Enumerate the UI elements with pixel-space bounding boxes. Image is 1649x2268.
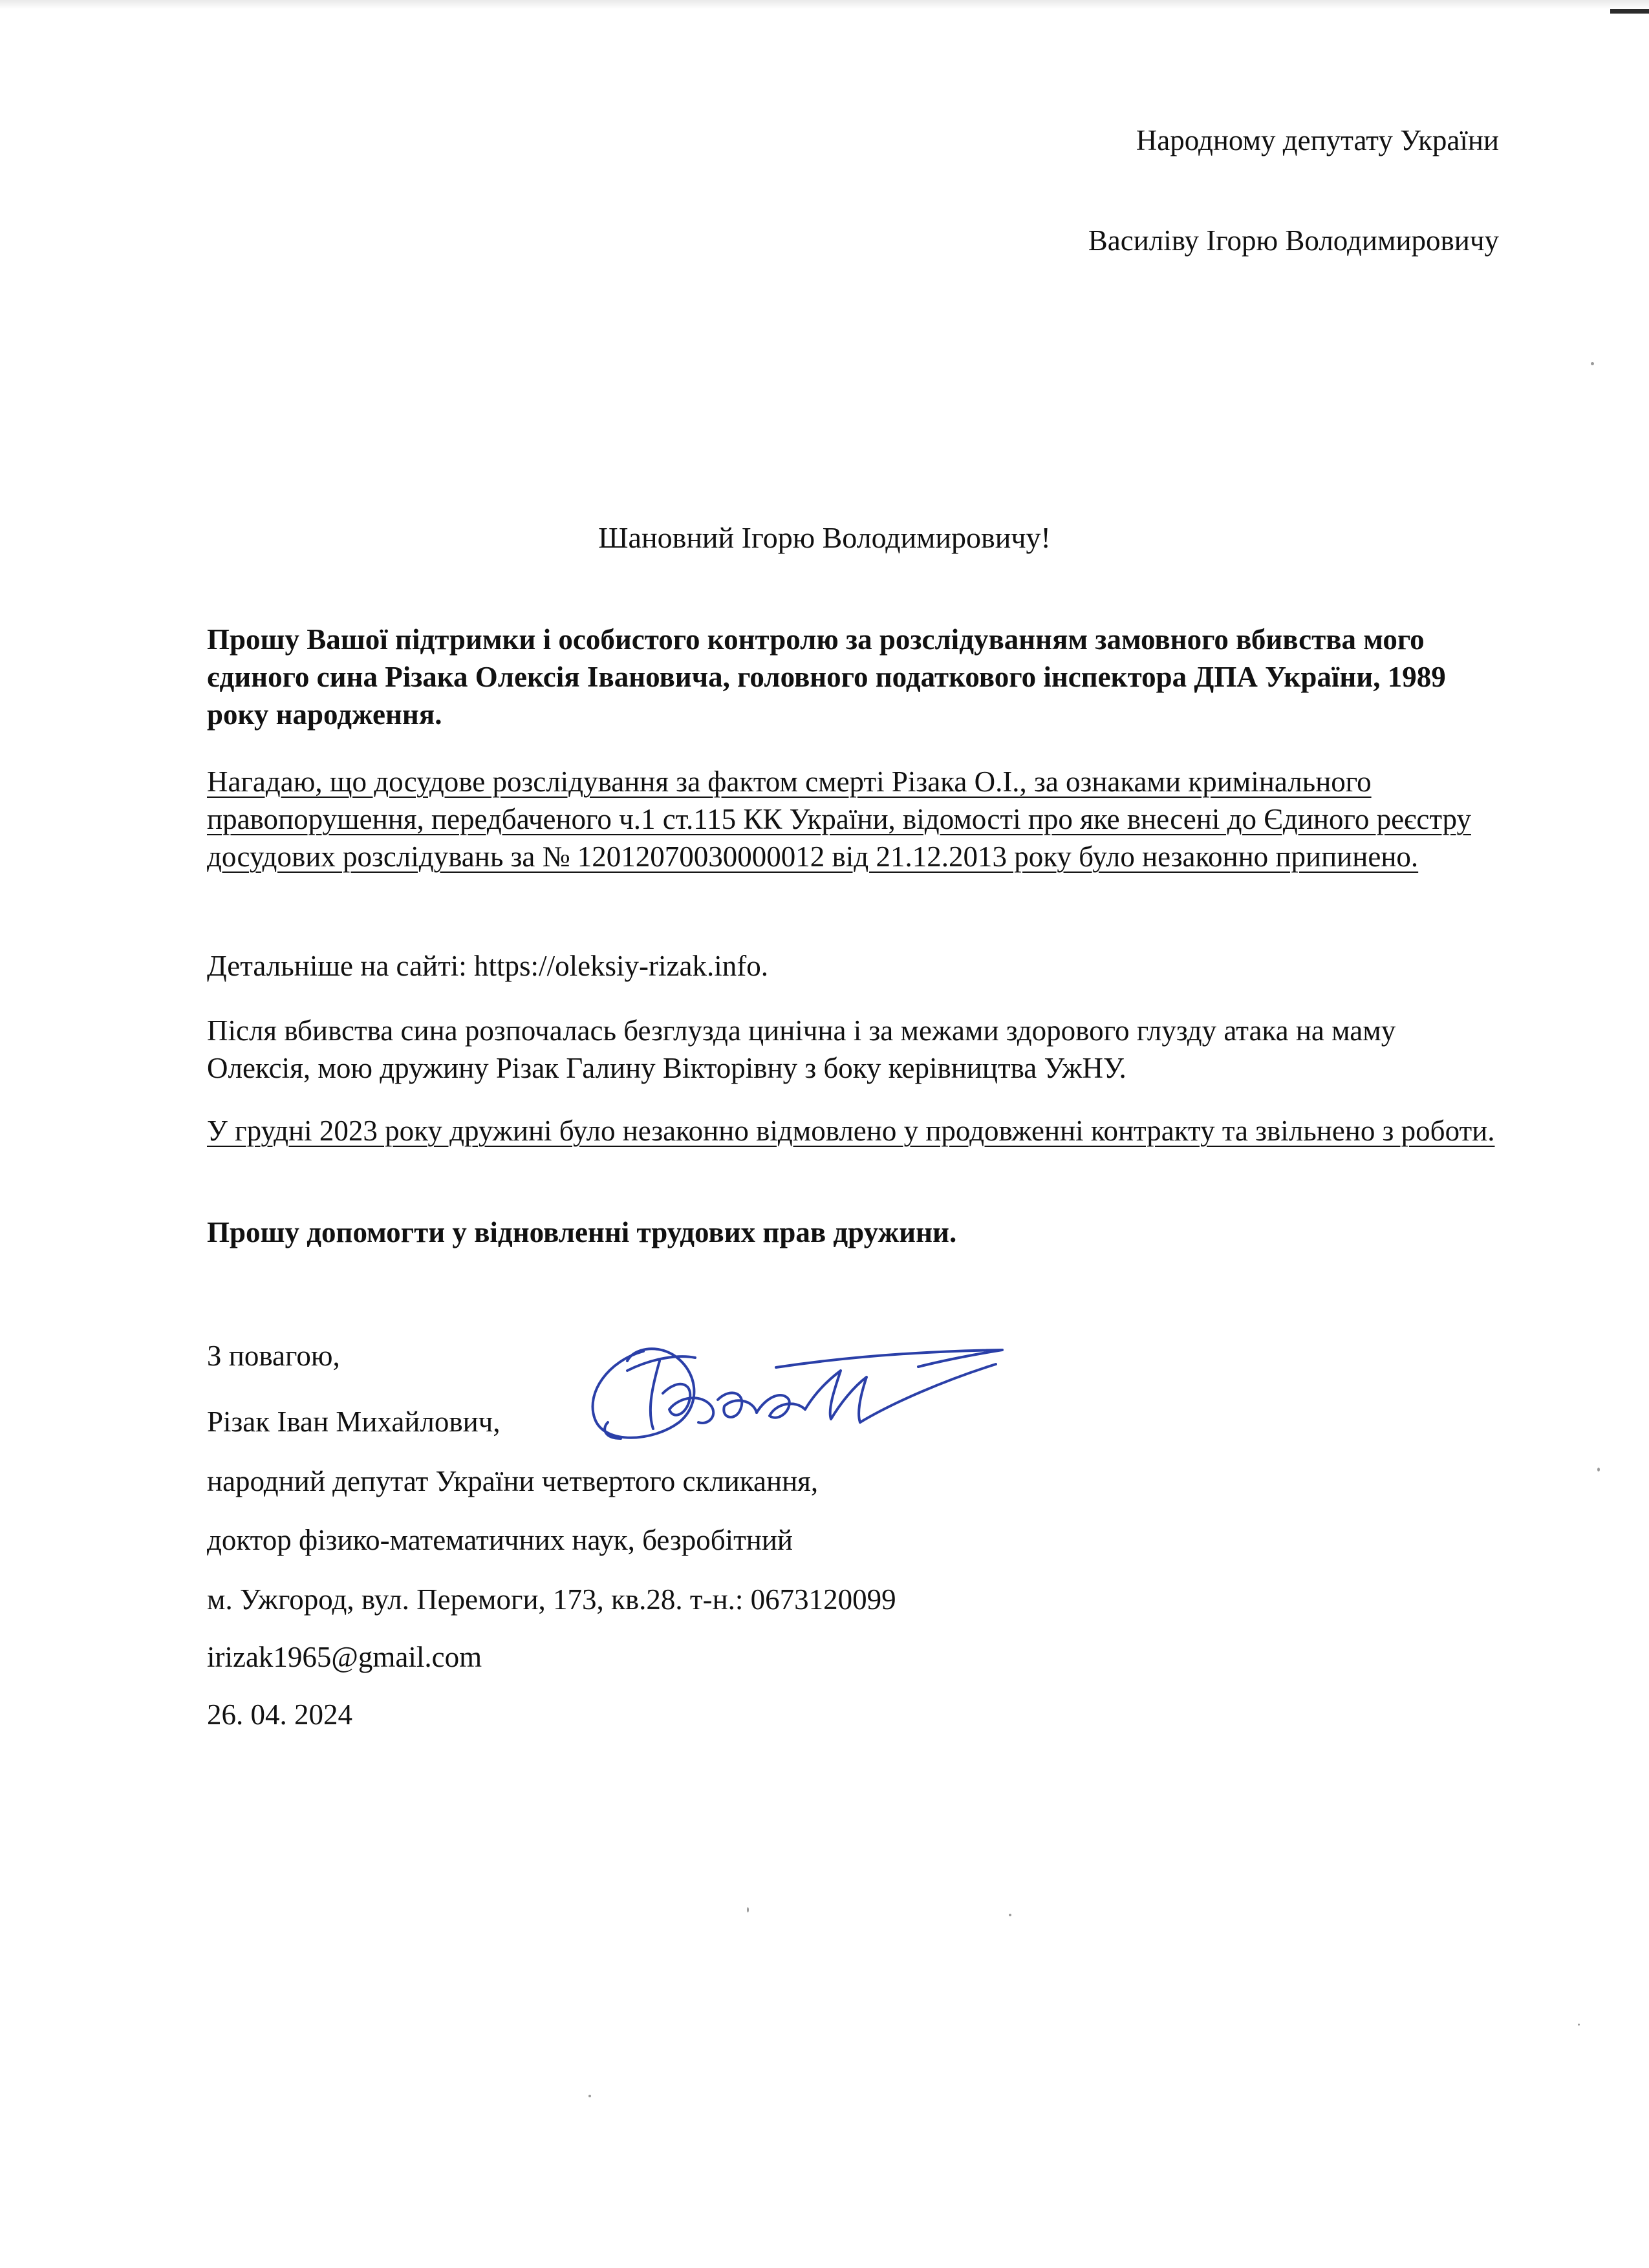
paragraph-final-request: Прошу допомогти у відновленні трудових прав дружини. — [207, 1216, 957, 1248]
signer-name: Різак Іван Михайлович, — [207, 1406, 501, 1438]
scan-speck — [1597, 1468, 1600, 1471]
recipient-line-1: Народному депутату України — [1136, 124, 1499, 156]
signer-degree: доктор фізико-математичних наук, безробітний — [207, 1524, 793, 1556]
scan-corner-mark — [1610, 9, 1649, 14]
scan-top-edge — [0, 0, 1649, 9]
paragraph-dismissal: У грудні 2023 року дружині було незаконно відмовлено у продовженні контракту та звільнено з роботи. — [207, 1115, 1495, 1147]
signer-email: irizak1965@gmail.com — [207, 1641, 482, 1673]
paragraph-request: Прошу Вашої підтримки і особистого контролю за розслідуванням замовного вбивства мого єдиного сина Різака Олексія Івановича, головного податкового інспектора ДПА України, 1989 року народження. — [207, 623, 1446, 731]
paragraph-reminder: Нагадаю, що досудове розслідування за фактом смерті Різака О.І., за ознаками кримінального правопорушення, передбаченого ч.1 ст.115 КК України, відомості про яке внесені до Єдиного реєстру досудових розслідувань за № 12012070030000012 від 21.12.2013 року було незаконно припинено. — [207, 765, 1471, 873]
scan-speck — [747, 1907, 749, 1912]
letter-date: 26. 04. 2024 — [207, 1698, 352, 1731]
recipient-line-2: Василіву Ігорю Володимировичу — [1088, 224, 1499, 257]
signer-address: м. Ужгород, вул. Перемоги, 173, кв.28. т-н.: 0673120099 — [207, 1583, 896, 1616]
handwritten-signature — [582, 1332, 1009, 1461]
paragraph-website: Детальніше на сайті: https://oleksiy-rizak.info. — [207, 950, 768, 982]
closing-text: З повагою, — [207, 1340, 340, 1372]
scan-speck — [1009, 1914, 1011, 1916]
signer-title: народний депутат України четвертого скликання, — [207, 1465, 819, 1497]
salutation: Шановний Ігорю Володимировичу! — [598, 521, 1051, 554]
scan-speck — [1591, 362, 1594, 365]
scan-speck — [1578, 2024, 1580, 2026]
scan-speck — [588, 2095, 591, 2097]
paragraph-attack: Після вбивства сина розпочалась безглузда цинічна і за межами здорового глузду атака на маму Олексія, мою дружину Різак Галину Вікторівну з боку керівництва УжНУ. — [207, 1014, 1396, 1084]
